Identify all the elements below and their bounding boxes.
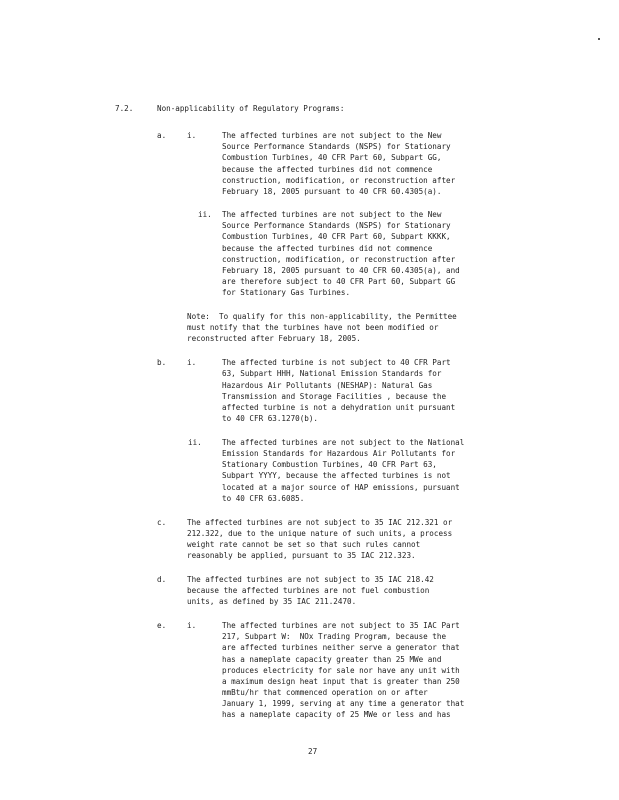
item-b-ii-line-5: located at a major source of HAP emissions, pursuant: [222, 483, 460, 492]
item-a-i-line-2: Source Performance Standards (NSPS) for Stationary: [222, 142, 451, 151]
section-number: 7.2.: [115, 104, 134, 113]
item-e-i-line-9: has a nameplate capacity of 25 MWe or less and has: [222, 710, 451, 719]
item-a-label: a.: [157, 131, 167, 140]
item-a-ii-line-1: The affected turbines are not subject to the New: [222, 210, 442, 219]
item-e-i-label: i.: [187, 621, 197, 630]
item-a-i-line-5: construction, modification, or reconstruction after: [222, 176, 456, 185]
item-e-i-line-2: 217, Subpart W: NOx Trading Program, because the: [222, 632, 447, 641]
item-e-i-line-3: are affected turbines neither serve a generator that: [222, 643, 460, 652]
item-e-i-line-7: mmBtu/hr that commenced operation on or after: [222, 688, 428, 697]
item-a-i-line-3: Combustion Turbines, 40 CFR Part 60, Subpart GG,: [222, 153, 442, 162]
scan-speck: [598, 38, 600, 40]
item-e-i-line-5: produces electricity for sale nor have any unit with: [222, 666, 460, 675]
item-c-line-3: weight rate cannot be set so that such rules cannot: [187, 540, 421, 549]
item-b-ii-line-4: Subpart YYYY, because the affected turbines is not: [222, 471, 451, 480]
item-d-label: d.: [157, 575, 167, 584]
page-number: 27: [308, 747, 318, 756]
item-c-line-2: 212.322, due to the unique nature of such units, a process: [187, 529, 453, 538]
item-a-ii-line-8: for Stationary Gas Turbines.: [222, 288, 351, 297]
note-line-1: Note: To qualify for this non-applicability, the Permittee: [187, 312, 457, 321]
item-b-ii-label: ii.: [188, 438, 202, 447]
section-title: Non-applicability of Regulatory Programs:: [157, 104, 345, 113]
item-a-ii-line-5: construction, modification, or reconstruction after: [222, 255, 456, 264]
note-line-3: reconstructed after February 18, 2005.: [187, 334, 361, 343]
item-d-line-1: The affected turbines are not subject to 35 IAC 218.42: [187, 575, 434, 584]
item-a-ii-line-6: February 18, 2005 pursuant to 40 CFR 60.4305(a), and: [222, 266, 460, 275]
item-a-i-label: i.: [187, 131, 197, 140]
item-a-i-line-4: because the affected turbines did not commence: [222, 165, 433, 174]
item-a-i-line-6: February 18, 2005 pursuant to 40 CFR 60.4305(a).: [222, 187, 442, 196]
item-b-i-line-4: Transmission and Storage Facilities , because the: [222, 392, 447, 401]
item-b-ii-line-2: Emission Standards for Hazardous Air Pollutants for: [222, 449, 456, 458]
item-a-ii-line-7: are therefore subject to 40 CFR Part 60, Subpart GG: [222, 277, 456, 286]
item-b-ii-line-1: The affected turbines are not subject to the National: [222, 438, 465, 447]
item-c-line-4: reasonably be applied, pursuant to 35 IAC 212.323.: [187, 551, 416, 560]
item-a-ii-line-4: because the affected turbines did not commence: [222, 244, 433, 253]
item-e-i-line-4: has a nameplate capacity greater than 25 MWe and: [222, 655, 442, 664]
item-b-i-line-5: affected turbine is not a dehydration unit pursuant: [222, 403, 456, 412]
item-a-i-line-1: The affected turbines are not subject to the New: [222, 131, 442, 140]
item-b-i-line-2: 63, Subpart HHH, National Emission Standards for: [222, 369, 442, 378]
item-c-label: c.: [157, 518, 167, 527]
item-b-label: b.: [157, 358, 167, 367]
item-b-i-line-3: Hazardous Air Pollutants (NESHAP): Natural Gas: [222, 381, 433, 390]
note-line-2: must notify that the turbines have not been modified or: [187, 323, 439, 332]
item-b-i-label: i.: [187, 358, 197, 367]
item-a-ii-label: ii.: [198, 210, 212, 219]
item-a-ii-line-2: Source Performance Standards (NSPS) for Stationary: [222, 221, 451, 230]
item-b-ii-line-3: Stationary Combustion Turbines, 40 CFR Part 63,: [222, 460, 437, 469]
item-b-i-line-6: to 40 CFR 63.1270(b).: [222, 414, 319, 423]
item-b-i-line-1: The affected turbine is not subject to 40 CFR Part: [222, 358, 451, 367]
item-a-ii-line-3: Combustion Turbines, 40 CFR Part 60, Subpart KKKK,: [222, 232, 451, 241]
item-d-line-2: because the affected turbines are not fuel combustion: [187, 586, 430, 595]
item-d-line-3: units, as defined by 35 IAC 211.2470.: [187, 597, 357, 606]
item-b-ii-line-6: to 40 CFR 63.6085.: [222, 494, 305, 503]
item-e-i-line-8: January 1, 1999, serving at any time a generator that: [222, 699, 465, 708]
item-e-i-line-1: The affected turbines are not subject to 35 IAC Part: [222, 621, 460, 630]
item-e-label: e.: [157, 621, 167, 630]
item-c-line-1: The affected turbines are not subject to 35 IAC 212.321 or: [187, 518, 453, 527]
item-e-i-line-6: a maximum design heat input that is greater than 250: [222, 677, 460, 686]
